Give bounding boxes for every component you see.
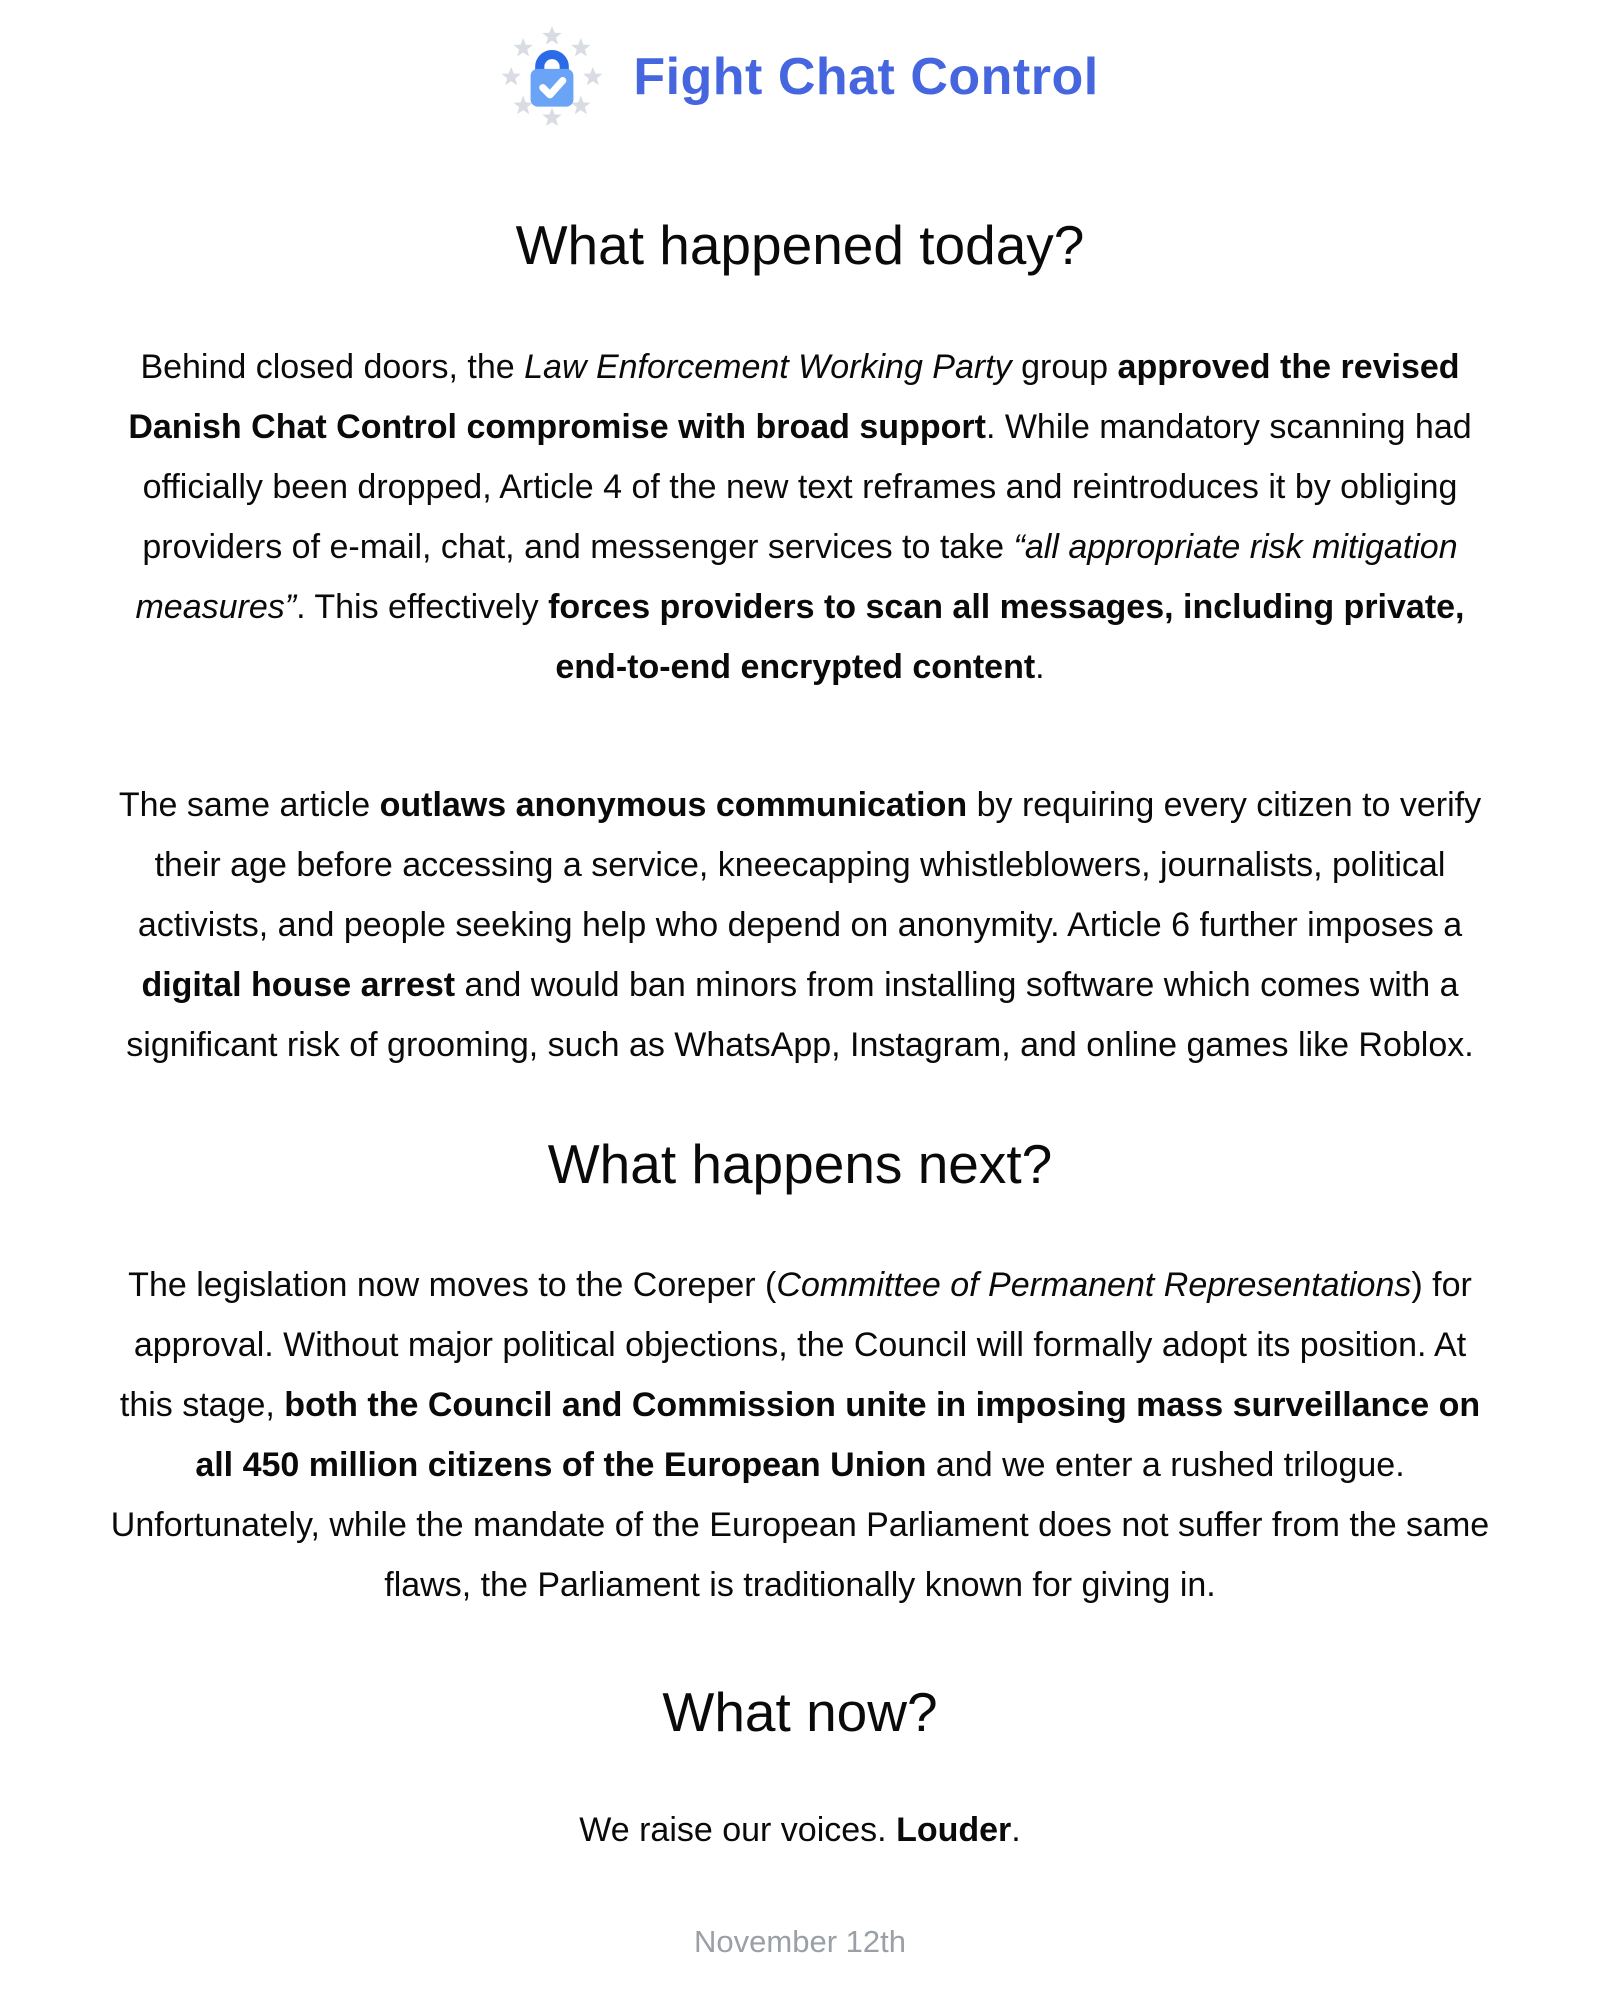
paragraph: The same article outlaws anonymous communication by requiring every citizen to verify their age before accessing a service, kneecapping whistleblowers, journalists, political activists, and people seeking help who depend on anonymity. Article 6 further imposes a digital house arrest and would ban minors from installing software which comes with a significant risk of grooming, such as WhatsApp, Instagram, and online games like Roblox. [118, 786, 1482, 1065]
lock-icon [531, 55, 574, 107]
star-icon [502, 67, 521, 85]
paragraph: We raise our voices. Louder. [579, 1810, 1021, 1849]
section-what-now [0, 1681, 1600, 1860]
paragraph: The legislation now moves to the Coreper (Committee of Permanent Representations) for approval. Without major political objections, the Council will formally adopt its position. At this stage, both the Council and Commission unite in imposing mass surveillance on all 450 million citizens of the European Union and we enter a rushed trilogue. Unfortunately, while the mandate of the European Parliament does not suffer from the same flaws, the Parliament is traditionally known for giving in. [110, 1265, 1490, 1604]
heading-what-happened-today: What happened today? [515, 214, 1085, 276]
section-what-happened-today [0, 214, 1600, 1075]
star-icon [543, 108, 562, 126]
star-icon [543, 26, 562, 44]
site-logo[interactable] [501, 26, 1098, 128]
page-footer [0, 1924, 1600, 1960]
site-header [0, 0, 1600, 128]
eu-stars-lock-icon [501, 26, 603, 128]
article [0, 214, 1600, 1860]
star-icon [583, 67, 602, 85]
star-icon [571, 38, 590, 56]
date-label: November 12th [694, 1923, 906, 1959]
paragraph: Behind closed doors, the Law Enforcement Working Party group approved the revised Danish Chat Control compromise with broad support. While mandatory scanning had officially been dropped, Article 4 of the new text reframes and reintroduces it by obliging providers of e-mail, chat, and messenger services to take “all appropriate risk mitigation measures”. This effectively forces providers to scan all messages, including private, end-to-end encrypted content. [128, 348, 1472, 687]
star-icon [514, 38, 533, 56]
heading-what-now: What now? [662, 1680, 938, 1743]
site-title: Fight Chat Control [633, 48, 1099, 106]
star-icon [571, 96, 590, 114]
section-what-happens-next [0, 1133, 1600, 1614]
star-icon [514, 96, 533, 114]
heading-what-happens-next: What happens next? [547, 1133, 1053, 1196]
